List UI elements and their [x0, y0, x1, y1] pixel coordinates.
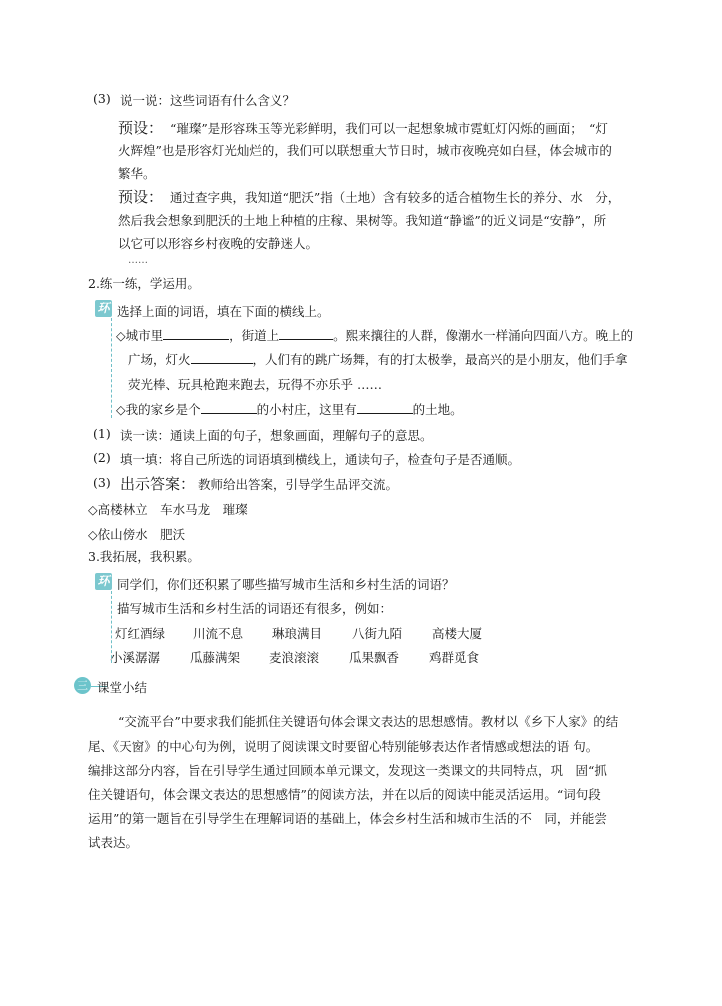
fill-blank[interactable]: [201, 402, 257, 414]
step-number: (2): [93, 450, 111, 465]
word-item: 琳琅满目: [272, 626, 323, 641]
exercise-line: [116, 400, 463, 418]
word-item: 鸡群觅食: [429, 650, 480, 665]
step-text: 填一填：将自己所选的词语填到横线上，通读句子，检查句子是否通顺。: [120, 452, 521, 467]
step-number: (3): [93, 475, 111, 490]
exercise-text: 的土地。: [412, 402, 463, 417]
section-title: 课堂小结: [97, 680, 148, 695]
fill-blank[interactable]: [279, 328, 333, 340]
step-text: 教师给出答案，引导学生品评交流。: [198, 477, 399, 492]
paragraph-line: 运用”的第一题旨在引导学生在理解词语的基础上，体会乡村生活和城市生活的不 同，并能尝: [88, 811, 607, 826]
section-heading: 2.练一练，学运用。: [88, 276, 200, 291]
exercise-text: 广场，灯火: [128, 352, 191, 367]
exercise-line: [128, 350, 628, 368]
preset-text-line: “璀璨”是形容珠玉等光彩鲜明，我们可以一起想象城市霓虹灯闪烁的画面； “灯: [170, 121, 608, 136]
activity-bar: [111, 318, 112, 418]
preset-label: 预设：: [118, 119, 164, 137]
exercise-line: [116, 326, 633, 344]
activity-tag-icon: 环: [95, 573, 112, 590]
fill-blank[interactable]: [191, 352, 253, 364]
word-item: 八街九陌: [352, 626, 403, 641]
step-number: (1): [93, 426, 111, 441]
word-item: 高楼大厦: [432, 626, 483, 641]
exercise-text: ◇我的家乡是个: [116, 402, 201, 417]
word-item: 麦浪滚滚: [269, 650, 320, 665]
exercise-text: ，人们有的跳广场舞，有的打太极拳，最高兴的是小朋友，他们手拿: [252, 352, 628, 367]
activity-tag-icon: 环: [95, 300, 112, 317]
preset-label: 预设：: [118, 188, 164, 206]
section-heading: 3.我拓展，我积累。: [88, 549, 200, 564]
exercise-text: ，街道上: [229, 328, 280, 343]
preset-text-line: 以它可以形容乡村夜晚的安静迷人。: [118, 236, 319, 251]
exercise-text: 的小村庄，这里有: [256, 402, 357, 417]
paragraph-line: 尾、《天窗》的中心句为例，说明了阅读课文时要留心特别能够表达作者情感或想法的语 句。: [88, 739, 599, 754]
question-text: 同学们，你们还积累了哪些描写城市生活和乡村生活的词语？: [117, 577, 455, 592]
instruction: 选择上面的词语，填在下面的横线上。: [117, 304, 330, 319]
answer-line: ◇高楼林立 车水马龙 璀璨: [88, 502, 248, 517]
question-text: 说一说：这些词语有什么含义？: [120, 93, 296, 108]
step-text: 读一读：通读上面的句子，想象画面，理解句子的意思。: [120, 428, 433, 443]
preset-text-line: 火辉煌”也是形容灯光灿烂的，我们可以联想重大节日时，城市夜晚亮如白昼，体会城市的: [118, 143, 612, 158]
ellipsis: ……: [128, 255, 148, 266]
paragraph-line: “交流平台”中要求我们能抓住关键语句体会课文表达的思想感情。教材以《乡下人家》的结: [118, 714, 619, 729]
answer-label: 出示答案：: [120, 475, 196, 493]
word-item: 瓜藤满架: [190, 650, 241, 665]
item-number: (3): [93, 91, 111, 106]
fill-blank[interactable]: [357, 402, 413, 414]
paragraph-line: 住关键语句，体会课文表达的思想感情”的阅读方法，并在以后的阅读中能灵活运用。“词句段: [88, 787, 601, 802]
exercise-text: ◇城市里: [116, 328, 164, 343]
section-number-badge: 三: [74, 677, 91, 694]
word-item: 瓜果飘香: [349, 650, 400, 665]
paragraph-line: 编排这部分内容，旨在引导学生通过回顾本单元课文，发现这一类课文的共同特点，巩 固“抓: [88, 763, 607, 778]
fill-blank[interactable]: [163, 328, 229, 340]
intro-text: 描写城市生活和乡村生活的词语还有很多，例如：: [117, 601, 393, 616]
word-item: 川流不息: [193, 626, 244, 641]
preset-text-line: 然后我会想象到肥沃的土地上种植的庄稼、果树等。我知道“静谧”的近义词是“安静”，所: [118, 213, 607, 228]
answer-line: ◇依山傍水 肥沃: [88, 527, 186, 542]
preset-text-line: 通过查字典，我知道“肥沃”指（土地）含有较多的适合植物生长的养分、水 分，: [170, 190, 621, 205]
preset-text-line: 繁华。: [118, 166, 156, 181]
paragraph-line: 试表达。: [88, 835, 139, 850]
word-item: 灯红酒绿: [115, 626, 166, 641]
word-item: 小溪潺潺: [110, 650, 161, 665]
exercise-text: 荧光棒、玩具枪跑来跑去，玩得不亦乐乎 ……: [128, 377, 382, 392]
exercise-text: 。熙来攘往的人群，像潮水一样涌向四面八方。晚上的: [333, 328, 634, 343]
